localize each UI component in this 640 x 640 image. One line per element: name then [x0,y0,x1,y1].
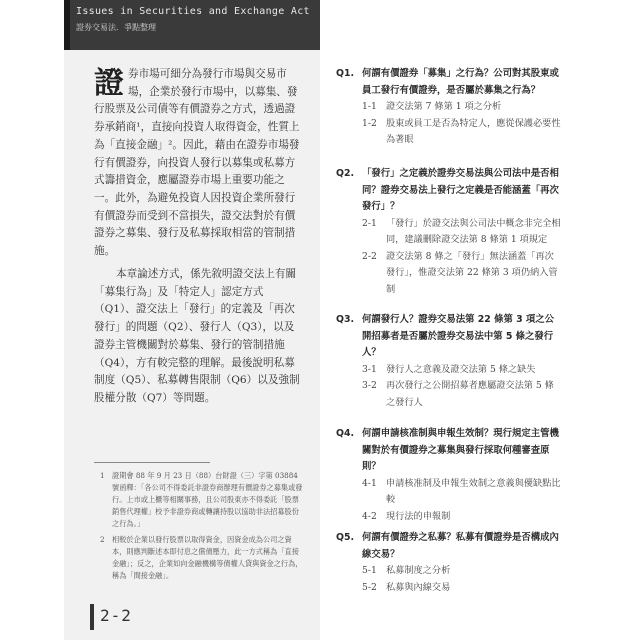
subtopic-text: 私募制度之分析 [386,565,451,576]
intro-paragraph-text: 券市場可細分為發行市場與交易市場，企業於發行市場中，以募集、發行股票及公司債等有價證券之方式，透過證券承銷商¹，直接向投資人取得資金，性質上為「直接金融」²。因此，藉由在證券市場發行有價證券，向投資人發行以募集或私募方式籌措資金，應屬證券市場上重要功能之一。此外，為避免投資人因投資企業所發行有價證券而受到不當損失，證交法對於有價證券之募集、發行及私募採取相當的管制措施。 [94,68,300,258]
subtopic-number: 2-1 [362,217,377,229]
subtopic-text: 證交法第 8 條之「發行」無法涵蓋「再次發行」，惟證交法第 22 條第 3 項仍納入管制 [386,250,558,295]
footnotes [100,470,306,586]
footnote-text: 證期會 88 年 9 月 23 日（88）台財證（三）字第 03884 號函釋：「各公司不得委託非證券商辦理有價證券之募集或發行。上市或上櫃等相關事務，且公司股東亦不得委託「股票銷售代理權」校予非證券商或轉讓持股以協助非法招募股份之行為。」 [112,471,303,528]
question-heading [336,312,562,362]
question-q5 [336,530,562,596]
footnote [100,534,306,582]
subtopic-number: 4-2 [362,510,377,522]
footnote-number: 1 [100,471,105,480]
subtopic [362,563,562,580]
page-number-marker [90,604,94,630]
subtopic-number: 3-2 [362,380,377,391]
subtopic-number: 4-1 [362,477,377,489]
question-q4 [336,426,562,525]
question-q1 [336,66,562,149]
page-number: 2-2 [100,606,132,625]
subtopic [362,362,562,379]
subtopic-number: 2-2 [362,250,377,262]
subtopic-number: 1-1 [362,101,377,112]
subtopic [362,116,562,149]
footnote-number: 2 [100,535,105,544]
subtopic-number: 1-2 [362,117,377,129]
subtopic [362,476,562,509]
footnote-divider [94,462,210,463]
question-q3 [336,312,562,411]
subtopic [362,378,562,411]
subtopic-text: 再次發行之公開招募者應屬證交法第 5 條之發行人 [386,380,554,408]
overview-paragraph: 本章論述方式，係先敘明證交法上有關「募集行為」及「特定人」認定方式（Q1）、證交法上「發行」的定義及「再次發行」的問題（Q2）、發行人（Q3），以及證券主管機關對於募集、發行的管制措施（Q4），方有較完整的理解。最後說明私募制度（Q5）、私募轉售限制（Q6）以及強制股權分散（Q7）等問題。 [94,268,300,404]
question-number: Q2. [336,168,355,179]
subtopic-text: 證交法第 7 條第 1 項之分析 [386,101,502,112]
question-number: Q1. [336,68,355,79]
subtopic [362,99,562,116]
drop-cap: 證 [94,66,124,101]
subtopic-number: 5-2 [362,581,377,593]
question-q2 [336,166,562,298]
question-heading [336,166,562,216]
header-accent [64,0,70,50]
question-heading [336,66,562,99]
question-text: 何謂發行人？證券交易法第 22 條第 3 項之公開招募者是否屬於證券交易法中第 5 條之發行人？ [362,314,555,358]
subtopic-number: 3-1 [362,363,377,375]
question-heading [336,530,562,563]
question-heading [336,426,562,476]
subtopic-text: 現行法的申報制 [386,510,451,522]
question-number: Q3. [336,314,355,325]
header-title: Issues in Securities and Exchange Act [76,6,310,17]
question-number: Q4. [336,428,355,439]
question-text: 何謂申請核准制與申報生效制？現行規定主管機關對於有價證券之募集與發行採取何種審查原則？ [362,428,559,472]
subtopic-text: 申請核准制及申報生效制之意義與優缺點比較 [386,477,561,505]
subtopic-number: 5-1 [362,565,377,576]
footnote [100,470,306,530]
header-subtitle: 證券交易法．爭點整理 [76,23,156,32]
subtopic [362,216,562,249]
subtopic [362,249,562,299]
subtopic [362,509,562,526]
footnote-text: 相較於企業以發行股票以取得資金，因資金成為公司之資本，則應判斷述本即付息之償債壓力，此一方式稱為「直接金融」；反之，企業如向金融機構等債權人貸與資金之行為，稱為「間接金融」。 [112,535,303,580]
question-number: Q5. [336,532,355,543]
question-text: 何謂有價證券「募集」之行為？公司對其股東或員工發行有價證券，是否屬於募集之行為？ [362,68,559,96]
subtopic-text: 「發行」於證交法與公司法中概念非完全相同，建議刪除證交法第 8 條第 1 項規定 [386,217,561,245]
subtopic-text: 發行人之意義及證交法第 5 條之缺失 [386,363,536,375]
question-text: 何謂有價證券之私募？私募有價證券是否構成內線交易？ [362,532,559,560]
subtopic-text: 股東或員工是否為特定人，應從保護必要性為著眼 [386,117,561,145]
subtopic-text: 私募與內線交易 [386,581,451,593]
intro-paragraph [94,66,304,261]
subtopic [362,580,562,597]
question-text: 「發行」之定義於證券交易法與公司法中是否相同？證券交易法上發行之定義是否能涵蓋「再次發行」？ [362,168,559,212]
